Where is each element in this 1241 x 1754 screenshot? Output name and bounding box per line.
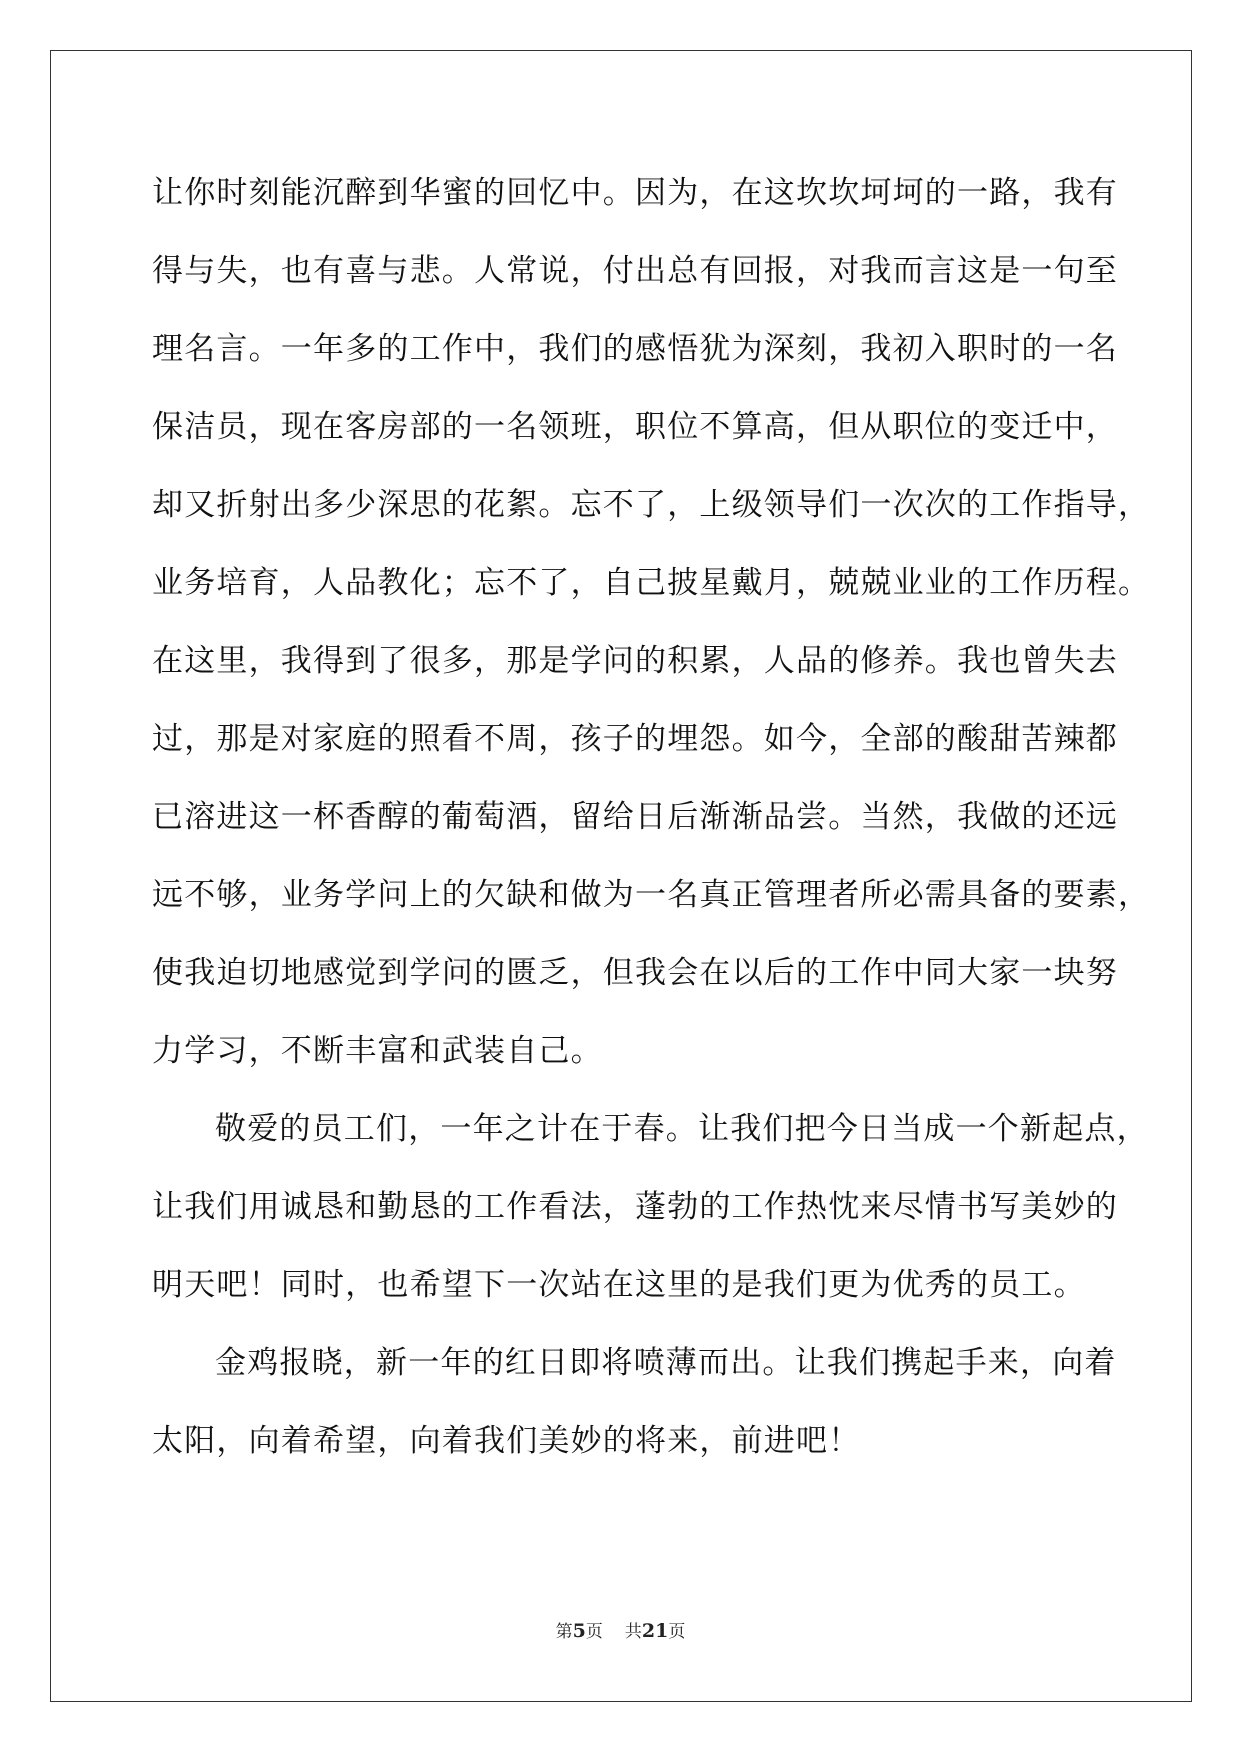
text-line: 明天吧！同时，也希望下一次站在这里的是我们更为优秀的员工。 (152, 1267, 1086, 1303)
text-line: 力学习，不断丰富和武装自己。 (152, 1033, 603, 1069)
text-line: 业务培育，人品教化；忘不了，自己披星戴月，兢兢业业的工作历程。 (152, 565, 1151, 601)
text-line: 保洁员，现在客房部的一名领班，职位不算高，但从职位的变迁中， (152, 409, 1118, 445)
paragraph-start-line: 敬爱的员工们，一年之计在于春。让我们把今日当成一个新起点， (215, 1111, 1149, 1147)
text-line: 在这里，我得到了很多，那是学问的积累，人品的修养。我也曾失去 (152, 643, 1118, 679)
paragraph-start-line: 金鸡报晓，新一年的红日即将喷薄而出。让我们携起手来，向着 (215, 1345, 1117, 1381)
text-line: 过，那是对家庭的照看不周，孩子的埋怨。如今，全部的酸甜苦辣都 (152, 721, 1118, 757)
footer-page-suffix: 页 (585, 1622, 603, 1642)
total-pages: 21 (641, 1620, 669, 1642)
footer-total-prefix: 共 (624, 1622, 642, 1642)
footer-total-suffix: 页 (668, 1622, 686, 1642)
page-number: 5 (572, 1620, 586, 1642)
text-line: 让你时刻能沉醉到华蜜的回忆中。因为，在这坎坎坷坷的一路，我有 (152, 175, 1118, 211)
text-line: 理名言。一年多的工作中，我们的感悟犹为深刻，我初入职时的一名 (152, 331, 1118, 367)
footer-prefix: 第 (555, 1622, 573, 1642)
text-line: 已溶进这一杯香醇的葡萄酒，留给日后渐渐品尝。当然，我做的还远 (152, 799, 1118, 835)
document-body (152, 154, 1151, 1480)
text-line: 得与失，也有喜与悲。人常说，付出总有回报，对我而言这是一句至 (152, 253, 1118, 289)
text-line: 使我迫切地感觉到学问的匮乏，但我会在以后的工作中同大家一块努 (152, 955, 1118, 991)
text-line: 却又折射出多少深思的花絮。忘不了，上级领导们一次次的工作指导， (152, 487, 1151, 523)
text-line: 太阳，向着希望，向着我们美妙的将来，前进吧！ (152, 1423, 861, 1459)
text-line: 远不够，业务学问上的欠缺和做为一名真正管理者所必需具备的要素， (152, 877, 1151, 913)
page-footer (0, 1617, 1241, 1642)
text-line: 让我们用诚恳和勤恳的工作看法，蓬勃的工作热忱来尽情书写美妙的 (152, 1189, 1118, 1225)
